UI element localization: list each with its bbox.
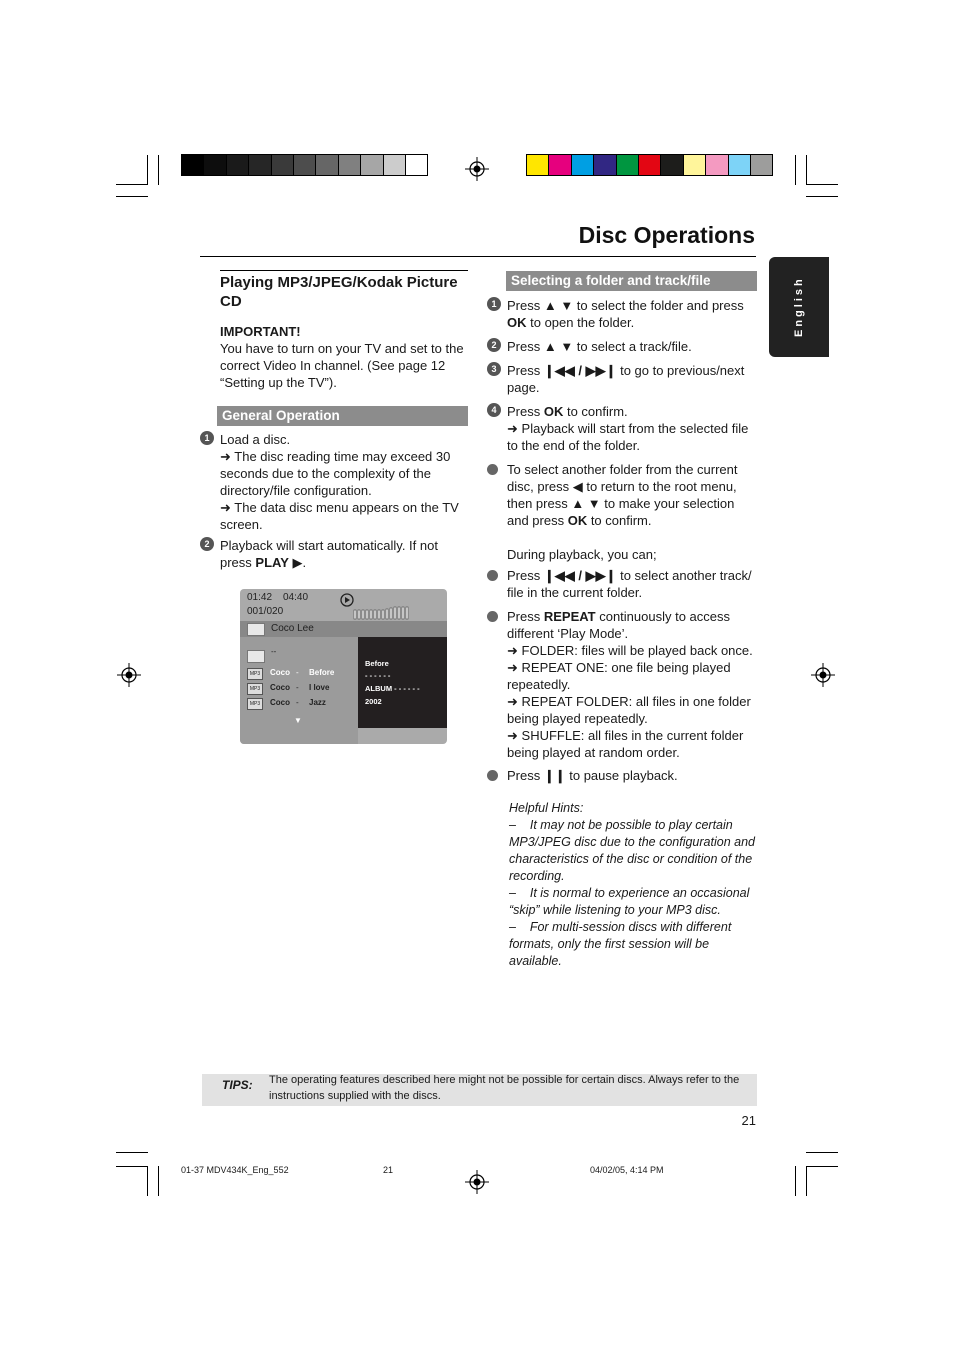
arrow-right-icon: ➜: [507, 643, 518, 658]
play-circle-icon: [340, 593, 354, 607]
important-notice: [220, 323, 465, 391]
color-swatch: [683, 154, 706, 176]
folder-icon: [247, 623, 265, 636]
list-item: [247, 697, 357, 710]
tips-text: The operating features described here might not be possible for certain discs. Always refer to the instructions supplied with the discs.: [269, 1074, 740, 1102]
language-tab-label: English: [793, 276, 805, 338]
select-step-4-a: Press: [507, 404, 544, 419]
select-step-4-c: to confirm.: [563, 404, 628, 419]
row-separator: -: [296, 683, 299, 692]
hint-1: It may not be possible to play certain MP3/JPEG disc due to the configuration and characteristics of the disc or condition of the recording.: [509, 818, 755, 883]
color-swatch: [248, 154, 271, 176]
select-step-1-a: Press ▲ ▼ to select the folder and press: [507, 298, 744, 313]
select-step-1-c: to open the folder.: [526, 315, 635, 330]
color-swatch: [293, 154, 316, 176]
time-elapsed: 01:42: [247, 592, 273, 603]
language-tab: [769, 257, 829, 357]
bullet-select-track: [507, 567, 757, 601]
color-swatch: [526, 154, 549, 176]
step-number-2: 2: [487, 338, 501, 352]
color-swatch: [405, 154, 428, 176]
mp3-menu-screen: [240, 589, 447, 744]
parent-folder-label: --: [271, 647, 277, 656]
general-step-1: [220, 431, 465, 533]
bullet-1-a: To select another folder from the current disc, press ◀ to return to the root menu, then press ▲ ▼ to make your selection and press: [507, 462, 738, 528]
bullet-pause: [507, 767, 755, 784]
footer-date: 04/02/05, 4:14 PM: [590, 1165, 664, 1175]
page-number: 21: [741, 1113, 756, 1128]
general-step-1-sub2: The data disc menu appears on the TV screen.: [220, 500, 459, 532]
info-panel: [358, 637, 447, 728]
color-swatch: [616, 154, 639, 176]
color-swatch: [728, 154, 751, 176]
arrow-right-icon: ➜: [507, 421, 518, 436]
file-list: [240, 637, 358, 744]
repeat-label: REPEAT: [543, 609, 596, 624]
parent-folder-icon: [247, 650, 265, 663]
color-swatch: [593, 154, 616, 176]
page-title: Disc Operations: [578, 222, 755, 248]
color-swatch: [705, 154, 728, 176]
arrow-right-icon: ➜: [507, 694, 518, 709]
select-step-1: [507, 297, 755, 331]
arrow-right-icon: ➜: [220, 500, 231, 515]
info-dashes: - - - - - -: [365, 671, 391, 680]
bullet-2-a: Press: [507, 568, 544, 583]
registration-mark-icon: [811, 663, 835, 687]
time-total: 04:40: [283, 592, 309, 603]
row-artist: Coco: [270, 668, 290, 677]
mode-folder: FOLDER: files will be played back once.: [521, 643, 753, 658]
selecting-band: Selecting a folder and track/file: [506, 271, 757, 291]
color-swatch: [548, 154, 571, 176]
bullet-icon: [487, 611, 498, 622]
bullet-4-a: Press: [507, 768, 544, 783]
general-step-2-text: Playback will start automatically. If not press: [220, 538, 438, 570]
play-label: PLAY: [255, 555, 289, 570]
bullet-icon: [487, 464, 498, 475]
registration-mark-icon: [117, 663, 141, 687]
registration-mark-icon: [465, 1170, 489, 1194]
row-artist: Coco: [270, 698, 290, 707]
ok-label: OK: [567, 513, 588, 528]
folder-name: Coco Lee: [271, 623, 314, 634]
select-step-3: [507, 362, 755, 396]
row-separator: -: [296, 698, 299, 707]
ok-label: OK: [543, 404, 564, 419]
arrow-right-icon: ➜: [507, 660, 518, 675]
step-number-2: 2: [200, 537, 214, 551]
folder-row: [240, 621, 447, 637]
mp3-file-icon: MP3: [247, 683, 263, 695]
list-item: [247, 682, 357, 695]
mode-repeat-folder: REPEAT FOLDER: all files in one folder being played repeatedly.: [507, 694, 751, 726]
color-swatch: [271, 154, 294, 176]
select-step-3-c: to go to previous/next page.: [507, 363, 745, 395]
bullet-icon: [487, 570, 498, 581]
prev-next-icon: ❙◀◀ / ▶▶❙: [543, 568, 617, 583]
play-icon: ▶: [292, 555, 303, 570]
select-step-4-sub: Playback will start from the selected file to the end of the folder.: [507, 421, 749, 453]
important-text: You have to turn on your TV and set to the correct Video In channel. (See page 12 “Setting up the TV”).: [220, 341, 464, 390]
mp3-file-icon: MP3: [247, 668, 263, 680]
tips-label: TIPS:: [222, 1078, 253, 1092]
bullet-icon: [487, 770, 498, 781]
hint-item: – It may not be possible to play certain MP3/JPEG disc due to the configuration and characteristics of the disc or condition of the recording.: [509, 818, 755, 883]
color-swatch: [338, 154, 361, 176]
hint-2: It is normal to experience an occasional “skip” while listening to your MP3 disc.: [509, 886, 750, 917]
info-title: Before: [365, 659, 389, 668]
prev-next-icon: ❙◀◀ / ▶▶❙: [543, 363, 617, 378]
hints-title: Helpful Hints:: [509, 801, 584, 815]
info-album: ALBUM - - - - - -: [365, 684, 420, 693]
color-swatch: [571, 154, 594, 176]
step-number-1: 1: [487, 297, 501, 311]
general-step-1-sub1: The disc reading time may exceed 30 seconds due to the complexity of the directory/file configuration.: [220, 449, 451, 498]
section-heading: Playing MP3/JPEG/Kodak Picture CD: [220, 270, 468, 311]
hint-item: – It is normal to experience an occasional “skip” while listening to your MP3 disc.: [509, 886, 750, 917]
arrow-right-icon: ➜: [220, 449, 231, 464]
ok-label: OK: [507, 315, 527, 330]
color-swatch: [181, 154, 204, 176]
color-swatch: [638, 154, 661, 176]
helpful-hints: [509, 800, 759, 970]
row-title: I love: [309, 683, 330, 692]
footer-page: 21: [383, 1165, 394, 1175]
select-step-3-a: Press: [507, 363, 544, 378]
color-swatch: [203, 154, 226, 176]
step-number-1: 1: [200, 431, 214, 445]
row-title: Jazz: [309, 698, 326, 707]
arrow-right-icon: ➜: [507, 728, 518, 743]
mode-shuffle: SHUFFLE: all files in the current folder being played at random order.: [507, 728, 744, 760]
general-step-1-main: Load a disc.: [220, 432, 291, 447]
hint-3: For multi-session discs with different formats, only the first session will be available.: [509, 920, 732, 968]
row-separator: -: [296, 668, 299, 677]
hint-item: – For multi-session discs with different formats, only the first session will be available.: [509, 920, 732, 968]
info-year: 2002: [365, 697, 382, 706]
bullet-4-c: to pause playback.: [565, 768, 678, 783]
color-swatch: [360, 154, 383, 176]
mode-repeat-one: REPEAT ONE: one file being played repeatedly.: [507, 660, 731, 692]
registration-mark-icon: [465, 157, 489, 181]
bullet-3-a: Press: [507, 609, 544, 624]
bullet-1-c: to confirm.: [587, 513, 652, 528]
row-title: Before: [309, 668, 335, 677]
bullet-another-folder: [507, 461, 755, 529]
level-meter-icon: [353, 606, 409, 620]
general-operation-band: General Operation: [217, 406, 468, 426]
bullet-3-c: continuously to access different ‘Play Mode’.: [507, 609, 731, 641]
color-swatch: [383, 154, 406, 176]
bullet-repeat: [507, 608, 757, 761]
step-number-3: 3: [487, 362, 501, 376]
color-swatch: [660, 154, 683, 176]
tips-box: [202, 1074, 757, 1106]
row-artist: Coco: [270, 683, 290, 692]
mp3-file-icon: MP3: [247, 698, 263, 710]
track-count: 001/020: [247, 606, 284, 617]
bullet-2-c: to select another track/ file in the current folder.: [507, 568, 752, 600]
color-swatch: [315, 154, 338, 176]
select-step-2: Press ▲ ▼ to select a track/file.: [507, 339, 692, 354]
step-number-4: 4: [487, 403, 501, 417]
pause-icon: ❙❙: [543, 768, 566, 783]
color-swatch: [226, 154, 249, 176]
general-step-2-tail: .: [302, 555, 307, 570]
select-step-4: [507, 403, 755, 454]
list-item: [247, 667, 357, 680]
during-playback-label: During playback, you can;: [507, 547, 657, 562]
general-step-2: [220, 537, 465, 571]
important-label: IMPORTANT!: [220, 324, 301, 339]
footer-file: 01-37 MDV434K_Eng_552: [181, 1165, 289, 1175]
title-rule: [200, 256, 756, 257]
scroll-down-icon: ▼: [294, 716, 302, 725]
color-swatch: [750, 154, 773, 176]
